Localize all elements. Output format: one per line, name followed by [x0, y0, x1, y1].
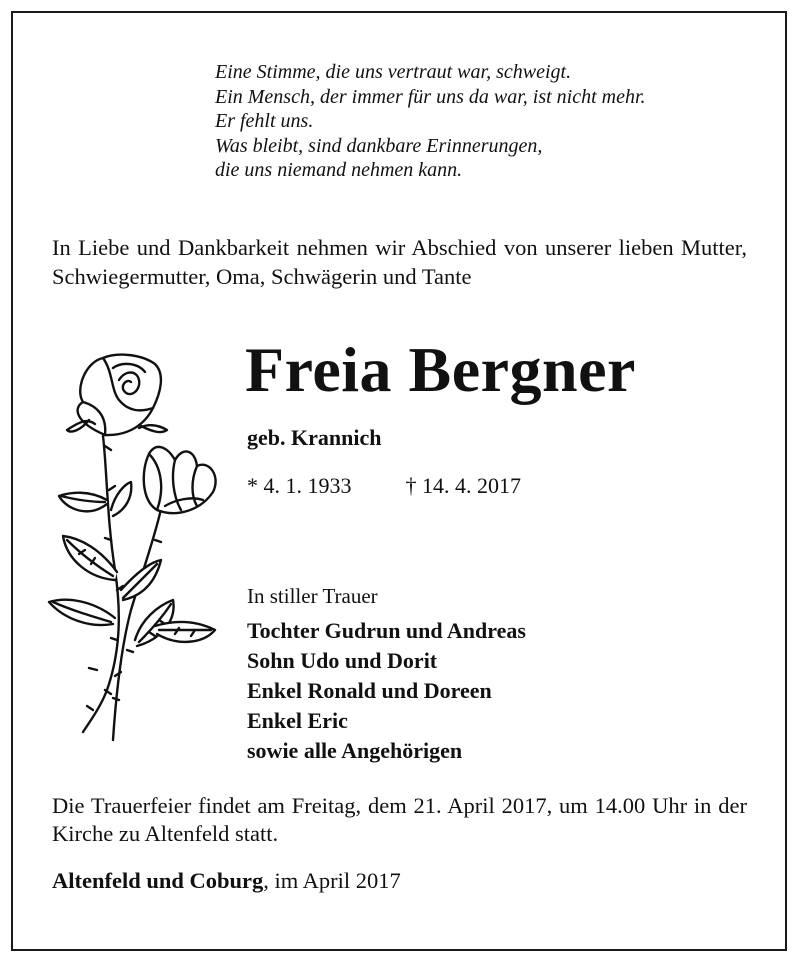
intro-text: In Liebe und Dankbarkeit nehmen wir Abschied von unserer lieben Mutter, Schwiegermutter, Oma, Schwägerin und Tante — [52, 235, 747, 289]
place-date-rest: , im April 2017 — [263, 868, 401, 893]
mourners-list — [247, 616, 526, 766]
funeral-info: Die Trauerfeier findet am Freitag, dem 21. April 2017, um 14.00 Uhr in der Kirche zu Altenfeld statt. — [52, 793, 747, 846]
poem-line: Eine Stimme, die uns vertraut war, schweigt. — [215, 61, 572, 83]
birth-date: * 4. 1. 1933 — [247, 473, 352, 498]
mourner-line: Enkel Ronald und Doreen — [247, 678, 492, 703]
poem-line: Er fehlt uns. — [215, 110, 314, 132]
mourner-line: Tochter Gudrun und Andreas — [247, 618, 526, 643]
death-date: † 14. 4. 2017 — [405, 473, 521, 498]
mourner-line: Enkel Eric — [247, 708, 348, 733]
place-names: Altenfeld und Coburg — [52, 868, 264, 893]
poem-line: Ein Mensch, der immer für uns da war, ist nicht mehr. — [215, 85, 646, 108]
deceased-name: Freia Bergner — [245, 334, 636, 405]
mourner-line: Sohn Udo und Dorit — [247, 648, 438, 673]
maiden-name: geb. Krannich — [247, 425, 382, 450]
rose-icon — [45, 350, 230, 750]
life-dates — [247, 472, 521, 500]
place-date — [52, 867, 401, 895]
poem — [215, 60, 646, 183]
mourner-line: sowie alle Angehörigen — [247, 738, 463, 763]
mourners-intro: In stiller Trauer — [247, 584, 378, 608]
poem-line: Was bleibt, sind dankbare Erinnerungen, — [215, 134, 543, 157]
poem-line: die uns niemand nehmen kann. — [215, 159, 463, 181]
